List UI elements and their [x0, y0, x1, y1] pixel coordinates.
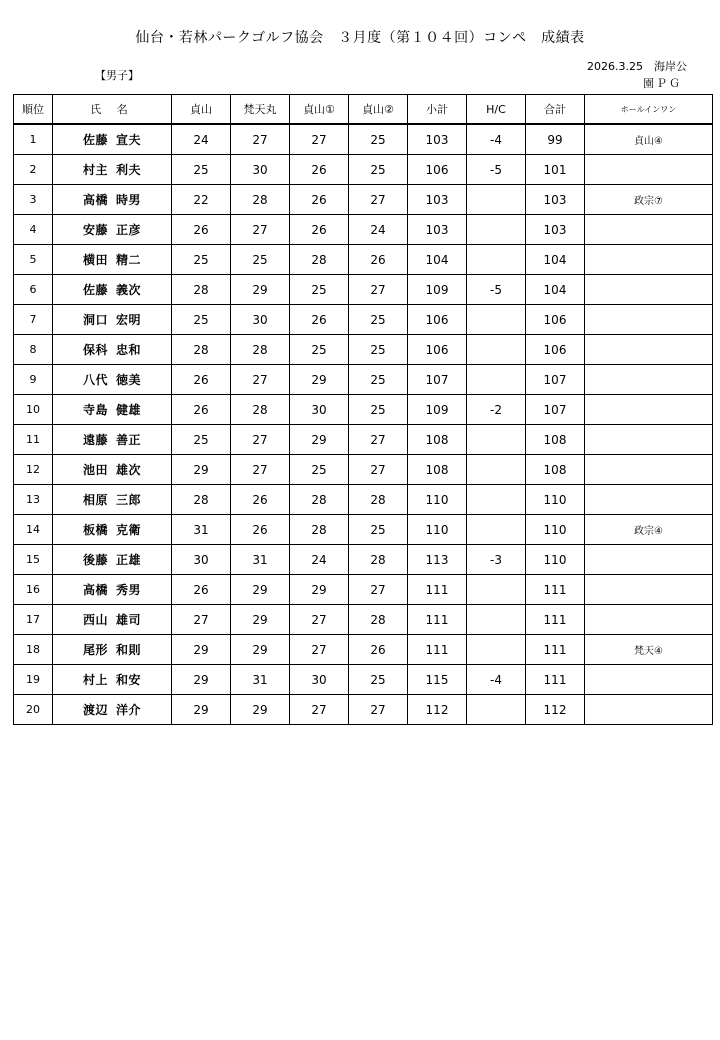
rank-cell: 14 [14, 515, 53, 545]
total-cell: 110 [526, 515, 585, 545]
score-r4-cell: 25 [349, 124, 408, 155]
table-row [14, 485, 713, 515]
handicap-cell [467, 515, 526, 545]
handicap-cell [467, 335, 526, 365]
name-cell [53, 425, 172, 455]
table-row [14, 605, 713, 635]
rank-cell: 13 [14, 485, 53, 515]
subtotal-cell: 109 [408, 275, 467, 305]
subtotal-cell: 108 [408, 455, 467, 485]
total-cell: 111 [526, 665, 585, 695]
total-cell: 101 [526, 155, 585, 185]
family-name: 池田 [82, 463, 108, 477]
given-name: 秀男 [116, 583, 142, 597]
score-r2-cell: 30 [231, 155, 290, 185]
score-r2-cell: 25 [231, 245, 290, 275]
given-name: 正雄 [116, 553, 142, 567]
rank-cell: 17 [14, 605, 53, 635]
score-r4-cell: 28 [349, 485, 408, 515]
subtotal-cell: 109 [408, 395, 467, 425]
subtotal-cell: 106 [408, 155, 467, 185]
table-row [14, 425, 713, 455]
score-r2-cell: 26 [231, 515, 290, 545]
hole-in-one-cell [585, 575, 713, 605]
given-name: 利夫 [116, 163, 142, 177]
rank-cell: 16 [14, 575, 53, 605]
score-r1-cell: 25 [172, 305, 231, 335]
score-r2-cell: 31 [231, 665, 290, 695]
name-cell [53, 124, 172, 155]
rank-cell: 18 [14, 635, 53, 665]
handicap-cell: -2 [467, 395, 526, 425]
score-r2-cell: 27 [231, 425, 290, 455]
name-cell [53, 335, 172, 365]
score-r3-cell: 26 [290, 305, 349, 335]
subtotal-cell: 106 [408, 305, 467, 335]
given-name: 健雄 [116, 403, 142, 417]
family-name: 西山 [82, 613, 108, 627]
score-r4-cell: 25 [349, 335, 408, 365]
given-name: 宣夫 [116, 133, 142, 147]
table-row [14, 185, 713, 215]
given-name: 雄司 [116, 613, 142, 627]
date-venue-line-2: 園ＰＧ [643, 77, 682, 90]
score-r2-cell: 29 [231, 575, 290, 605]
score-r1-cell: 29 [172, 635, 231, 665]
rank-cell: 19 [14, 665, 53, 695]
handicap-cell [467, 455, 526, 485]
handicap-cell [467, 635, 526, 665]
family-name: 八代 [82, 373, 108, 387]
score-r4-cell: 25 [349, 395, 408, 425]
given-name: 宏明 [116, 313, 142, 327]
given-name: 和則 [116, 643, 142, 657]
score-r3-cell: 27 [290, 695, 349, 725]
name-cell [53, 455, 172, 485]
total-cell: 112 [526, 695, 585, 725]
total-cell: 99 [526, 124, 585, 155]
column-header-r3: 貞山① [290, 95, 349, 125]
family-name: 保科 [82, 343, 108, 357]
score-r4-cell: 28 [349, 545, 408, 575]
column-header-subtotal: 小計 [408, 95, 467, 125]
handicap-cell [467, 695, 526, 725]
score-r2-cell: 27 [231, 365, 290, 395]
table-row [14, 575, 713, 605]
handicap-cell [467, 365, 526, 395]
column-header-r1: 貞山 [172, 95, 231, 125]
hole-in-one-cell [585, 305, 713, 335]
score-r4-cell: 27 [349, 275, 408, 305]
hole-in-one-cell [585, 695, 713, 725]
column-header-name: 氏 名 [53, 95, 172, 125]
results-table [13, 94, 713, 725]
total-cell: 111 [526, 635, 585, 665]
score-r3-cell: 26 [290, 185, 349, 215]
score-r2-cell: 26 [231, 485, 290, 515]
hole-in-one-cell [585, 665, 713, 695]
family-name: 後藤 [82, 553, 108, 567]
subtotal-cell: 112 [408, 695, 467, 725]
rank-cell: 9 [14, 365, 53, 395]
table-row [14, 275, 713, 305]
score-r2-cell: 30 [231, 305, 290, 335]
subtotal-cell: 113 [408, 545, 467, 575]
rank-cell: 20 [14, 695, 53, 725]
results-body [14, 124, 713, 725]
column-header-hole-in-one: ホールインワン [585, 95, 713, 125]
hole-in-one-cell: 政宗⑦ [585, 185, 713, 215]
name-cell [53, 245, 172, 275]
score-r2-cell: 28 [231, 185, 290, 215]
hole-in-one-cell [585, 395, 713, 425]
score-r4-cell: 25 [349, 305, 408, 335]
table-row [14, 124, 713, 155]
name-cell [53, 575, 172, 605]
score-r3-cell: 27 [290, 124, 349, 155]
table-row [14, 215, 713, 245]
subtotal-cell: 103 [408, 185, 467, 215]
score-r3-cell: 29 [290, 575, 349, 605]
subtotal-cell: 103 [408, 124, 467, 155]
rank-cell: 15 [14, 545, 53, 575]
score-r1-cell: 28 [172, 485, 231, 515]
rank-cell: 10 [14, 395, 53, 425]
table-row [14, 455, 713, 485]
given-name: 正彦 [116, 223, 142, 237]
score-r3-cell: 30 [290, 665, 349, 695]
column-header-total: 合計 [526, 95, 585, 125]
category-label: 【男子】 [95, 69, 139, 82]
column-header-rank: 順位 [14, 95, 53, 125]
handicap-cell: -5 [467, 155, 526, 185]
hole-in-one-cell [585, 425, 713, 455]
score-r4-cell: 27 [349, 455, 408, 485]
score-r4-cell: 25 [349, 365, 408, 395]
name-cell [53, 695, 172, 725]
given-name: 洋介 [116, 703, 142, 717]
score-r1-cell: 28 [172, 335, 231, 365]
hole-in-one-cell: 梵天④ [585, 635, 713, 665]
handicap-cell [467, 485, 526, 515]
name-cell [53, 215, 172, 245]
handicap-cell: -4 [467, 124, 526, 155]
score-r4-cell: 27 [349, 185, 408, 215]
family-name: 寺島 [82, 403, 108, 417]
score-r3-cell: 24 [290, 545, 349, 575]
given-name: 時男 [116, 193, 142, 207]
subtotal-cell: 111 [408, 575, 467, 605]
family-name: 高橋 [82, 193, 108, 207]
score-r4-cell: 27 [349, 695, 408, 725]
score-r3-cell: 28 [290, 485, 349, 515]
family-name: 村主 [82, 163, 108, 177]
rank-cell: 7 [14, 305, 53, 335]
score-r3-cell: 27 [290, 605, 349, 635]
score-r3-cell: 29 [290, 425, 349, 455]
handicap-cell [467, 425, 526, 455]
family-name: 安藤 [82, 223, 108, 237]
table-row [14, 305, 713, 335]
family-name: 相原 [82, 493, 108, 507]
date-venue-line-1: 2026.3.25 海岸公 [587, 60, 687, 73]
rank-cell: 8 [14, 335, 53, 365]
subtotal-cell: 111 [408, 605, 467, 635]
score-r3-cell: 25 [290, 275, 349, 305]
score-r4-cell: 27 [349, 575, 408, 605]
score-r1-cell: 27 [172, 605, 231, 635]
total-cell: 108 [526, 425, 585, 455]
hole-in-one-cell [585, 605, 713, 635]
score-r3-cell: 26 [290, 215, 349, 245]
score-r2-cell: 29 [231, 275, 290, 305]
score-r1-cell: 31 [172, 515, 231, 545]
name-cell [53, 305, 172, 335]
handicap-cell [467, 185, 526, 215]
score-r2-cell: 29 [231, 605, 290, 635]
score-r4-cell: 26 [349, 245, 408, 275]
hole-in-one-cell [585, 545, 713, 575]
table-row [14, 545, 713, 575]
score-r1-cell: 25 [172, 155, 231, 185]
family-name: 高橋 [82, 583, 108, 597]
subtotal-cell: 106 [408, 335, 467, 365]
rank-cell: 1 [14, 124, 53, 155]
score-r1-cell: 24 [172, 124, 231, 155]
score-r1-cell: 26 [172, 215, 231, 245]
total-cell: 103 [526, 215, 585, 245]
score-r3-cell: 25 [290, 455, 349, 485]
score-r3-cell: 29 [290, 365, 349, 395]
given-name: 和安 [116, 673, 142, 687]
hole-in-one-cell [585, 245, 713, 275]
family-name: 佐藤 [82, 283, 108, 297]
score-r3-cell: 30 [290, 395, 349, 425]
handicap-cell [467, 245, 526, 275]
score-r3-cell: 25 [290, 335, 349, 365]
family-name: 渡辺 [82, 703, 108, 717]
total-cell: 106 [526, 305, 585, 335]
total-cell: 110 [526, 485, 585, 515]
given-name: 三郎 [116, 493, 142, 507]
family-name: 佐藤 [82, 133, 108, 147]
hole-in-one-cell [585, 365, 713, 395]
total-cell: 106 [526, 335, 585, 365]
rank-cell: 3 [14, 185, 53, 215]
handicap-cell: -5 [467, 275, 526, 305]
header-row [14, 95, 713, 125]
given-name: 義次 [116, 283, 142, 297]
name-cell [53, 185, 172, 215]
score-r3-cell: 28 [290, 245, 349, 275]
table-row [14, 245, 713, 275]
subtotal-cell: 107 [408, 365, 467, 395]
name-cell [53, 395, 172, 425]
score-r4-cell: 28 [349, 605, 408, 635]
hole-in-one-cell [585, 155, 713, 185]
date-venue [587, 58, 715, 92]
family-name: 横田 [82, 253, 108, 267]
score-r4-cell: 24 [349, 215, 408, 245]
subtotal-cell: 108 [408, 425, 467, 455]
handicap-cell: -4 [467, 665, 526, 695]
score-r4-cell: 25 [349, 155, 408, 185]
column-header-r4: 貞山② [349, 95, 408, 125]
total-cell: 107 [526, 365, 585, 395]
score-r2-cell: 31 [231, 545, 290, 575]
name-cell [53, 365, 172, 395]
family-name: 洞口 [82, 313, 108, 327]
subtotal-cell: 115 [408, 665, 467, 695]
score-r2-cell: 29 [231, 695, 290, 725]
name-cell [53, 155, 172, 185]
score-r1-cell: 26 [172, 365, 231, 395]
hole-in-one-cell: 貞山④ [585, 124, 713, 155]
score-r1-cell: 30 [172, 545, 231, 575]
given-name: 克衛 [116, 523, 142, 537]
score-r2-cell: 29 [231, 635, 290, 665]
given-name: 精二 [116, 253, 142, 267]
score-r1-cell: 22 [172, 185, 231, 215]
table-row [14, 395, 713, 425]
hole-in-one-cell [585, 485, 713, 515]
score-r1-cell: 29 [172, 455, 231, 485]
score-r1-cell: 25 [172, 245, 231, 275]
handicap-cell [467, 305, 526, 335]
score-r3-cell: 27 [290, 635, 349, 665]
total-cell: 107 [526, 395, 585, 425]
score-r3-cell: 28 [290, 515, 349, 545]
total-cell: 104 [526, 275, 585, 305]
name-cell [53, 485, 172, 515]
table-row [14, 335, 713, 365]
score-r2-cell: 27 [231, 455, 290, 485]
table-row [14, 365, 713, 395]
name-cell [53, 515, 172, 545]
total-cell: 110 [526, 545, 585, 575]
subtotal-cell: 110 [408, 515, 467, 545]
given-name: 忠和 [116, 343, 142, 357]
total-cell: 108 [526, 455, 585, 485]
table-row [14, 515, 713, 545]
family-name: 村上 [82, 673, 108, 687]
score-r1-cell: 25 [172, 425, 231, 455]
name-cell [53, 545, 172, 575]
rank-cell: 2 [14, 155, 53, 185]
name-cell [53, 275, 172, 305]
handicap-cell [467, 215, 526, 245]
score-r4-cell: 25 [349, 665, 408, 695]
rank-cell: 12 [14, 455, 53, 485]
score-r4-cell: 25 [349, 515, 408, 545]
subtotal-cell: 103 [408, 215, 467, 245]
family-name: 遠藤 [82, 433, 108, 447]
score-r4-cell: 26 [349, 635, 408, 665]
total-cell: 103 [526, 185, 585, 215]
rank-cell: 5 [14, 245, 53, 275]
score-r1-cell: 29 [172, 695, 231, 725]
given-name: 善正 [116, 433, 142, 447]
total-cell: 111 [526, 605, 585, 635]
rank-cell: 4 [14, 215, 53, 245]
name-cell [53, 635, 172, 665]
score-r3-cell: 26 [290, 155, 349, 185]
score-r1-cell: 26 [172, 395, 231, 425]
name-cell [53, 665, 172, 695]
score-r2-cell: 28 [231, 335, 290, 365]
hole-in-one-cell [585, 455, 713, 485]
family-name: 尾形 [82, 643, 108, 657]
name-cell [53, 605, 172, 635]
score-r2-cell: 27 [231, 215, 290, 245]
column-header-hc: H/C [467, 95, 526, 125]
table-row [14, 665, 713, 695]
handicap-cell [467, 605, 526, 635]
family-name: 板橋 [82, 523, 108, 537]
table-row [14, 695, 713, 725]
score-r4-cell: 27 [349, 425, 408, 455]
table-row [14, 635, 713, 665]
subtotal-cell: 104 [408, 245, 467, 275]
subtotal-cell: 111 [408, 635, 467, 665]
score-r2-cell: 27 [231, 124, 290, 155]
handicap-cell [467, 575, 526, 605]
subtotal-cell: 110 [408, 485, 467, 515]
score-r1-cell: 28 [172, 275, 231, 305]
given-name: 徳美 [116, 373, 142, 387]
rank-cell: 11 [14, 425, 53, 455]
hole-in-one-cell [585, 275, 713, 305]
score-r1-cell: 26 [172, 575, 231, 605]
total-cell: 104 [526, 245, 585, 275]
hole-in-one-cell [585, 215, 713, 245]
score-r2-cell: 28 [231, 395, 290, 425]
rank-cell: 6 [14, 275, 53, 305]
total-cell: 111 [526, 575, 585, 605]
column-header-r2: 梵天丸 [231, 95, 290, 125]
hole-in-one-cell [585, 335, 713, 365]
table-row [14, 155, 713, 185]
score-r1-cell: 29 [172, 665, 231, 695]
page-title: 仙台・若林パークゴルフ協会 ３月度（第１０４回）コンペ 成績表 [135, 30, 585, 46]
given-name: 雄次 [116, 463, 142, 477]
handicap-cell: -3 [467, 545, 526, 575]
hole-in-one-cell: 政宗④ [585, 515, 713, 545]
